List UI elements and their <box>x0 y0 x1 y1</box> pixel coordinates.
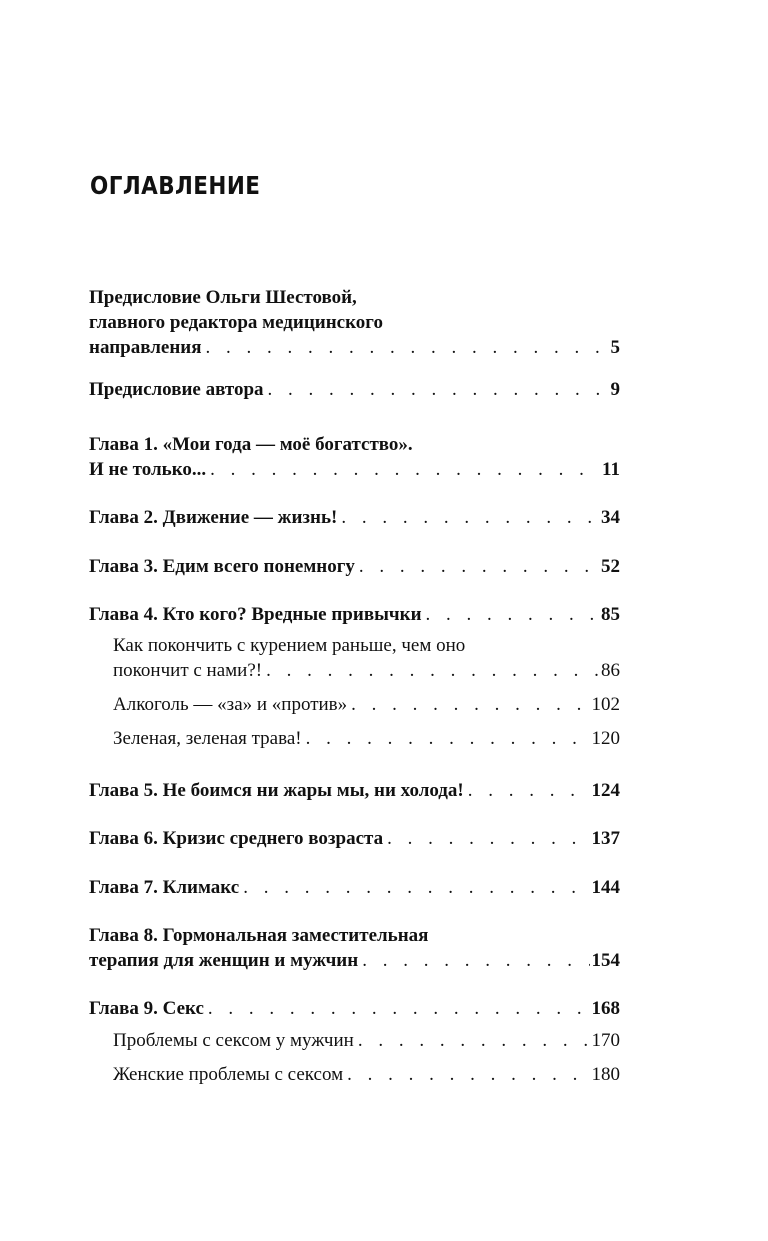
toc-entry-text: терапия для женщин и мужчин <box>89 950 359 971</box>
leader-dots <box>354 1028 590 1053</box>
page-number: 85 <box>601 604 620 625</box>
toc-entry-text: Алкоголь — «за» и «против» <box>113 694 348 715</box>
toc-entry-chapter-4[interactable] <box>89 602 620 627</box>
toc-entry-text: Глава 9. Секс <box>89 998 204 1019</box>
toc-subentry-men[interactable] <box>113 1028 620 1053</box>
toc-subentry-women[interactable] <box>113 1062 620 1087</box>
page-number: 34 <box>601 507 620 528</box>
toc-entry-text: Глава 3. Едим всего понемногу <box>89 556 355 577</box>
page-number: 86 <box>601 660 620 681</box>
leader-dots <box>347 692 589 717</box>
toc-subentry-grass[interactable] <box>113 726 620 751</box>
page-number: 124 <box>591 780 620 801</box>
toc-entry-chapter-1[interactable] <box>89 432 620 482</box>
leader-dots <box>202 335 609 360</box>
toc-entry-chapter-8[interactable] <box>89 923 620 973</box>
leader-dots <box>302 726 590 751</box>
toc-entry-text: покончит с нами?! <box>113 660 263 681</box>
toc-entry-text: Предисловие автора <box>89 379 264 400</box>
leader-dots <box>383 826 589 851</box>
toc-entry-preface-editor[interactable] <box>89 285 620 360</box>
toc-entry-text: Проблемы с сексом у мужчин <box>113 1030 354 1051</box>
toc-entry-text: главного редактора медицинского <box>89 312 383 333</box>
page-number: 180 <box>591 1064 620 1085</box>
leader-dots <box>422 602 599 627</box>
toc-entry-chapter-5[interactable] <box>89 778 620 803</box>
page-number: 102 <box>591 694 620 715</box>
toc-entry-text: Как покончить с курением раньше, чем оно <box>113 635 466 656</box>
page-number: 137 <box>591 828 620 849</box>
toc-entry-preface-author[interactable] <box>89 377 620 402</box>
leader-dots <box>337 505 599 530</box>
toc-entry-chapter-2[interactable] <box>89 505 620 530</box>
toc-entry-text: Глава 6. Кризис среднего возраста <box>89 828 384 849</box>
toc-entry-text: Зеленая, зеленая трава! <box>113 728 302 749</box>
page-number: 11 <box>602 459 620 480</box>
page-number: 144 <box>591 877 620 898</box>
toc-entry-chapter-9[interactable] <box>89 996 620 1021</box>
toc-entry-text: Глава 1. «Мои года — моё богатство». <box>89 434 413 455</box>
toc-entry-text: Предисловие Ольги Шестовой, <box>89 287 357 308</box>
leader-dots <box>204 996 590 1021</box>
leader-dots <box>264 377 609 402</box>
page-number: 170 <box>591 1030 620 1051</box>
leader-dots <box>239 875 589 900</box>
leader-dots <box>355 554 599 579</box>
toc-entry-chapter-7[interactable] <box>89 875 620 900</box>
toc-entry-text: Глава 4. Кто кого? Вредные привычки <box>89 604 422 625</box>
toc-entry-text: Глава 2. Движение — жизнь! <box>89 507 338 528</box>
toc-entry-chapter-6[interactable] <box>89 826 620 851</box>
toc-entry-text: Глава 8. Гормональная заместительная <box>89 925 429 946</box>
toc-entry-text: Глава 7. Климакс <box>89 877 240 898</box>
toc-entry-chapter-3[interactable] <box>89 554 620 579</box>
leader-dots <box>343 1062 589 1087</box>
toc-entry-text: направления <box>89 337 202 358</box>
toc-subentry-smoking[interactable] <box>113 633 620 683</box>
leader-dots <box>358 948 589 973</box>
page-title: ОГЛАВЛЕНИЕ <box>90 171 261 200</box>
page-number: 5 <box>610 337 620 358</box>
page-number: 120 <box>591 728 620 749</box>
leader-dots <box>262 658 599 683</box>
toc-entry-text: Женские проблемы с сексом <box>113 1064 344 1085</box>
leader-dots <box>206 457 600 482</box>
page-number: 9 <box>610 379 620 400</box>
toc-subentry-alcohol[interactable] <box>113 692 620 717</box>
page-number: 154 <box>591 950 620 971</box>
page-number: 168 <box>591 998 620 1019</box>
toc-entry-text: Глава 5. Не боимся ни жары мы, ни холода! <box>89 780 464 801</box>
leader-dots <box>464 778 590 803</box>
page-number: 52 <box>601 556 620 577</box>
toc-entry-text: И не только... <box>89 459 207 480</box>
